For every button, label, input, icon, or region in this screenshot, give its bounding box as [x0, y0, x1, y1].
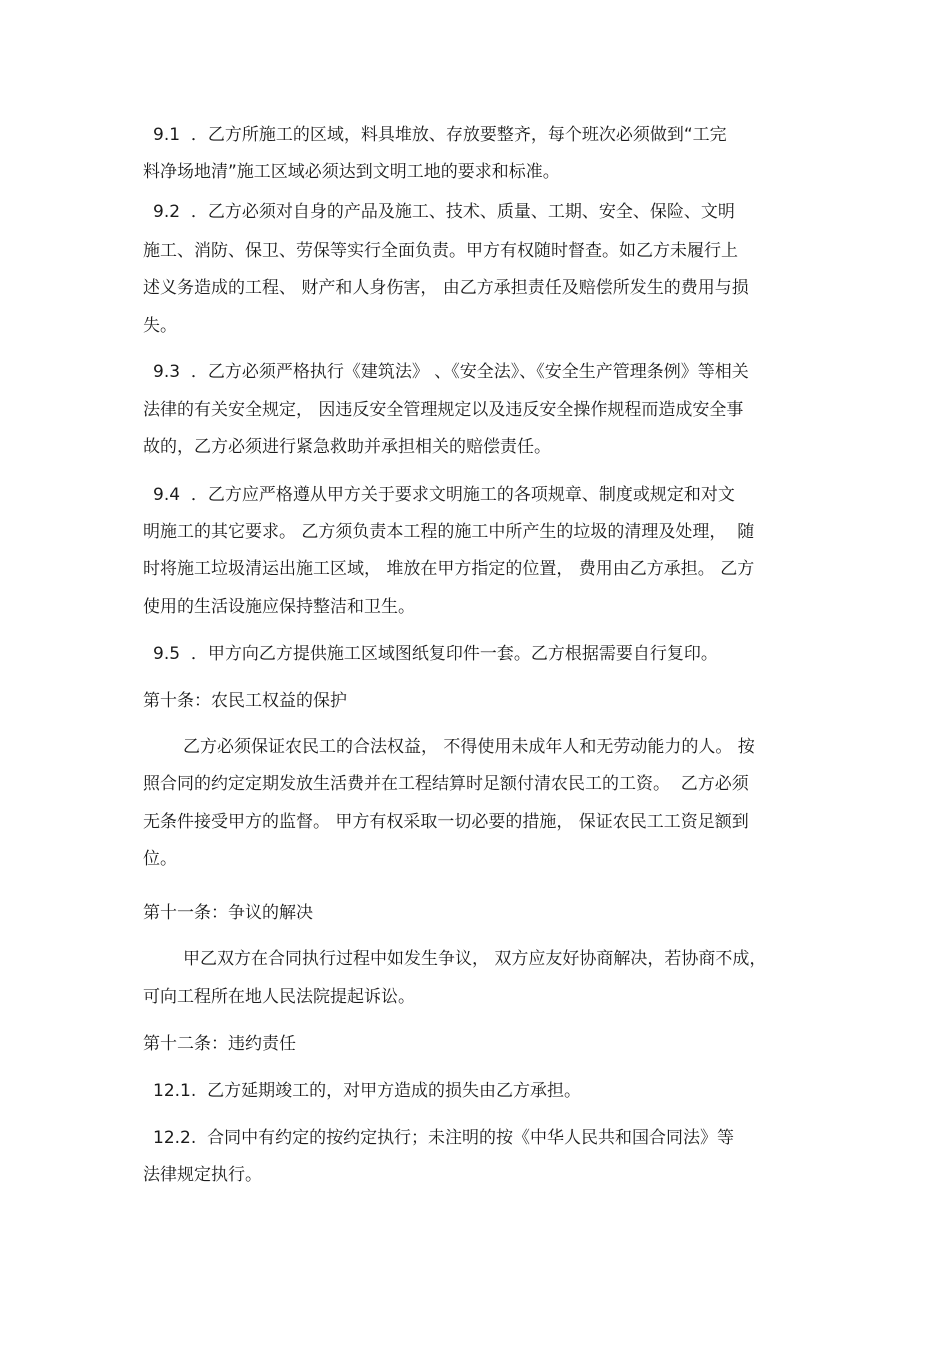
clause-9-2-line-4: 失。: [143, 316, 177, 336]
clause-9-1-line-1: 9.1 ．乙方所施工的区域，料具堆放、存放要整齐，每个班次必须做到“工完: [153, 125, 727, 145]
article-11-line-1: 甲乙双方在合同执行过程中如发生争议， 双方应友好协商解决，若协商不成，: [183, 949, 767, 969]
clause-9-4-line-4: 使用的生活设施应保持整洁和卫生。: [143, 597, 415, 617]
article-10-line-2: 照合同的约定定期发放生活费并在工程结算时足额付清农民工的工资。 乙方必须: [143, 774, 749, 794]
article-12-heading: 第十二条：违约责任: [143, 1034, 296, 1054]
article-10-line-3: 无条件接受甲方的监督。 甲方有权采取一切必要的措施， 保证农民工工资足额到: [143, 812, 749, 832]
clause-12-2-line-1: 12.2. 合同中有约定的按约定执行；未注明的按《中华人民共和国合同法》等: [153, 1128, 735, 1148]
clause-9-3-line-2: 法律的有关安全规定， 因违反安全管理规定以及违反安全操作规程而造成安全事: [143, 400, 744, 420]
article-11-line-2: 可向工程所在地人民法院提起诉讼。: [143, 987, 415, 1007]
clause-9-4-line-2: 明施工的其它要求。 乙方须负责本工程的施工中所产生的垃圾的清理及处理， 随: [143, 522, 755, 542]
clause-9-4-line-1: 9.4 ．乙方应严格遵从甲方关于要求文明施工的各项规章、制度或规定和对文: [153, 485, 735, 505]
article-10-line-4: 位。: [143, 849, 177, 869]
article-10-heading: 第十条：农民工权益的保护: [143, 691, 347, 711]
clause-12-1-line-1: 12.1. 乙方延期竣工的，对甲方造成的损失由乙方承担。: [153, 1081, 582, 1101]
article-10-line-1: 乙方必须保证农民工的合法权益， 不得使用未成年人和无劳动能力的人。 按: [183, 737, 755, 757]
clause-9-2-line-1: 9.2 ．乙方必须对自身的产品及施工、技术、质量、工期、安全、保险、文明: [153, 202, 735, 222]
clause-9-2-line-3: 述义务造成的工程、 财产和人身伤害， 由乙方承担责任及赔偿所发生的费用与损: [143, 278, 749, 298]
clause-9-3-line-1: 9.3 ．乙方必须严格执行《建筑法》 、《安全法》、《安全生产管理条例》等相关: [153, 362, 749, 382]
clause-9-2-line-2: 施工、消防、保卫、劳保等实行全面负责。甲方有权随时督查。如乙方未履行上: [143, 241, 738, 261]
clause-9-5-line-1: 9.5 ．甲方向乙方提供施工区域图纸复印件一套。乙方根据需要自行复印。: [153, 644, 718, 664]
clause-9-4-line-3: 时将施工垃圾清运出施工区域， 堆放在甲方指定的位置， 费用由乙方承担。 乙方: [143, 559, 755, 579]
clause-9-1-line-2: 料净场地清”施工区域必须达到文明工地的要求和标准。: [143, 162, 560, 182]
clause-12-2-line-2: 法律规定执行。: [143, 1165, 262, 1185]
article-11-heading: 第十一条：争议的解决: [143, 903, 313, 923]
clause-9-3-line-3: 故的，乙方必须进行紧急救助并承担相关的赔偿责任。: [143, 437, 551, 457]
